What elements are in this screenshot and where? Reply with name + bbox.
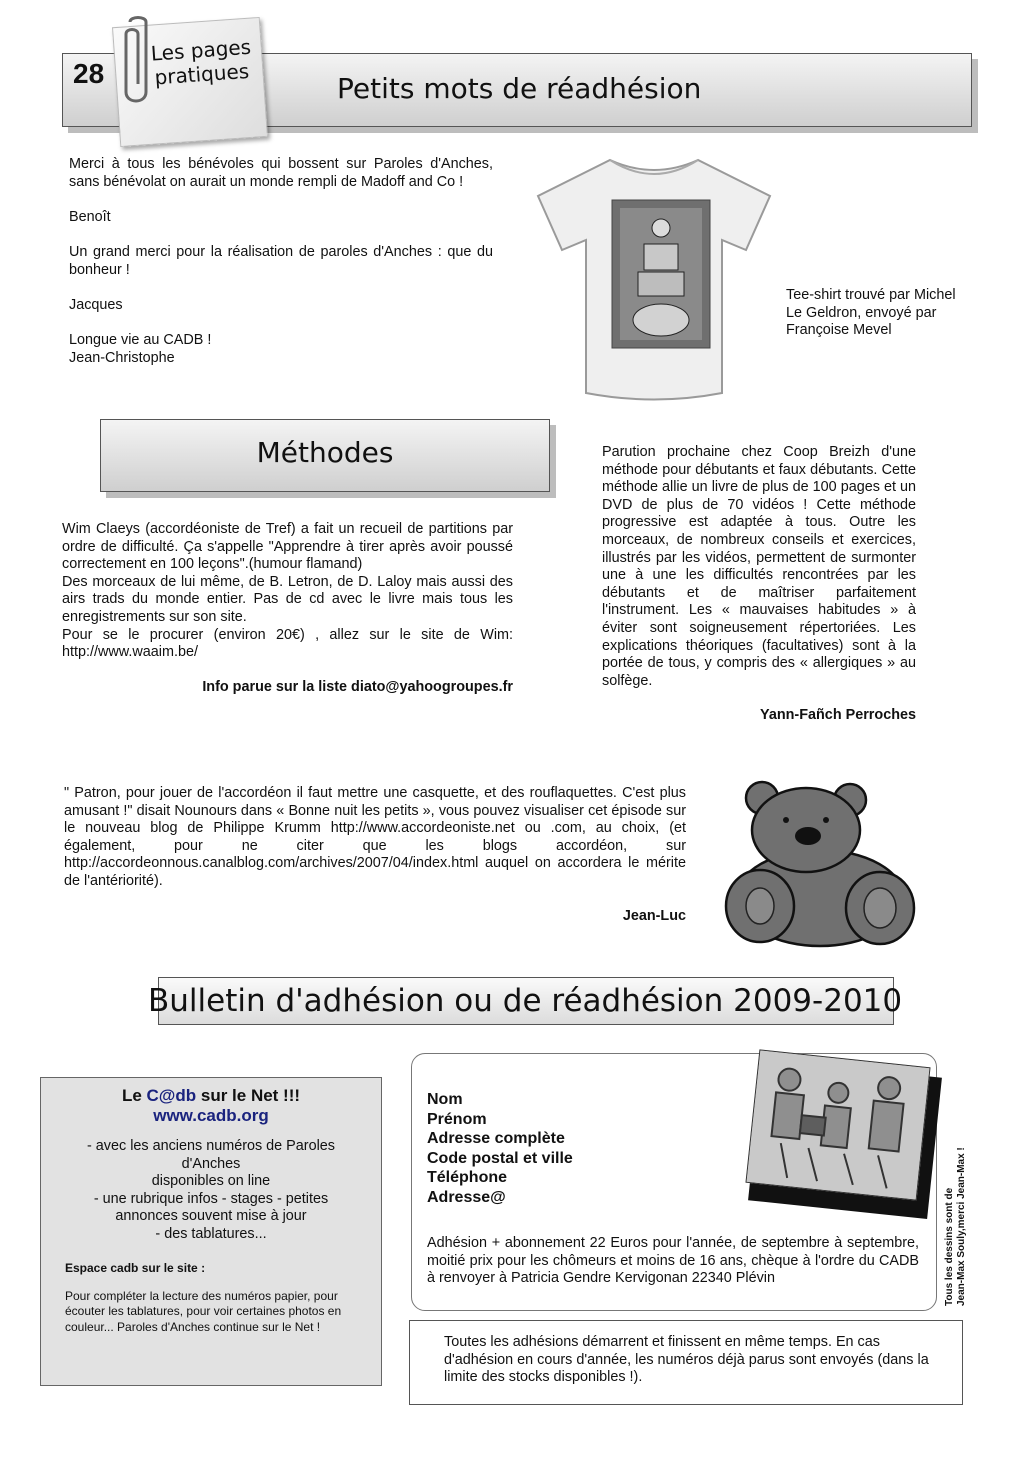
- wim-paragraph-2: Des morceaux de lui même, de B. Letron, de D. Laloy mais aussi des airs trads du monde entier. Pas de cd avec le livre mais tous les enregistrements sur son site.: [62, 573, 513, 625]
- headline-prefix: Le: [121, 1086, 147, 1105]
- form-fee-text: Adhésion + abonnement 22 Euros pour l'année, de septembre à septembre, moitié prix pour les chômeurs et moins de 16 ans, chèque à l'ordre du CADB à renvoyer à Patricia Gendre Kervigonan 22340 Plévin: [427, 1235, 919, 1287]
- field-nom: Nom: [427, 1091, 463, 1108]
- page-number: 28: [73, 58, 105, 89]
- methodes-left-column: [62, 521, 513, 696]
- wim-paragraph-1: Wim Claeys (accordéoniste de Tref) a fait un recueil de partitions par ordre de difficulté. Ça s'appelle "Apprendre à tirer après avoir poussé correctement en 100 leçons".(humour flamand): [62, 521, 513, 573]
- cadb-link[interactable]: C@db: [146, 1086, 197, 1105]
- thanks-p1-signature: Benoît: [69, 208, 111, 225]
- net-box-list: [41, 1138, 381, 1244]
- credit-line-2: Jean-Max Souly,merci Jean-Max !: [956, 1147, 967, 1306]
- thanks-p3-signature: Jean-Christophe: [69, 349, 175, 366]
- field-email: Adresse@: [427, 1188, 506, 1206]
- cadb-net-box: [40, 1077, 382, 1386]
- caption-line-3: Françoise Mevel: [786, 322, 892, 339]
- credit-line-1: Tous les dessins sont de: [944, 1187, 955, 1306]
- espace-title: Espace cadb sur le site :: [65, 1260, 206, 1275]
- teddy-bear-image: [720, 780, 920, 948]
- net-item-3: - des tablatures...: [155, 1225, 267, 1242]
- membership-note-text: Toutes les adhésions démarrent et finissent en même temps. En cas d'adhésion en cours d'année, les numéros déjà parus sont envoyés (dans la limite des stocks disponibles !).: [444, 1334, 929, 1386]
- nounours-author: Jean-Luc: [622, 907, 686, 924]
- field-telephone: Téléphone: [427, 1169, 508, 1186]
- musicians-drawing: [745, 1049, 930, 1200]
- thanks-p3: Longue vie au CADB !: [69, 331, 212, 348]
- net-item-2: - une rubrique infos - stages - petites annonces souvent mise à jour: [93, 1190, 329, 1225]
- paperclip-icon: [118, 14, 158, 104]
- field-prenom: Prénom: [427, 1110, 487, 1128]
- tshirt-image: [532, 148, 777, 403]
- net-item-1b: disponibles on line: [151, 1173, 271, 1190]
- wim-paragraph-3: Pour se le procurer (environ 20€) , allez sur le site de Wim: http://www.waaim.be/: [62, 626, 513, 661]
- thanks-p2: Un grand merci pour la réalisation de paroles d'Anches : que du bonheur !: [69, 243, 493, 278]
- caption-line-1: Tee-shirt trouvé par Michel: [786, 287, 956, 303]
- caption-line-2: Le Geldron, envoyé par: [786, 304, 937, 321]
- cadb-url-link[interactable]: www.cadb.org: [153, 1106, 269, 1125]
- thanks-p1: Merci à tous les bénévoles qui bossent sur Paroles d'Anches, sans bénévolat on aurait un monde rempli de Madoff and Co !: [69, 156, 493, 190]
- drawings-credit-text: [944, 1147, 968, 1306]
- thanks-messages: [69, 156, 493, 367]
- nounours-text-block: [64, 785, 686, 925]
- nounours-paragraph: " Patron, pour jouer de l'accordéon il faut mettre une casquette, et des rouflaquettes. C'est plus amusant !" disait Nounours dans « Bonne nuit les petits », vous pouvez visualiser cet épisode sur le nouveau blog de Philippe Krumm http://www.accordeoniste.net ou .com, au choix, (et également, pour ne citer que les blogs accordéon, sur http://accordeonnous.canalblog.com/archives/2007/04/index.html auquel on accordera le mérite de l'antériorité).: [64, 785, 686, 889]
- methodes-title: Méthodes: [256, 436, 394, 469]
- tab-line-2: pratiques: [153, 58, 250, 90]
- coop-breizh-author: Yann-Fañch Perroches: [760, 707, 916, 724]
- tab-line-1: Les pages: [150, 34, 252, 66]
- wim-source: Info parue sur la liste diato@yahoogroupes.fr: [202, 678, 513, 695]
- coop-breizh-paragraph: Parution prochaine chez Coop Breizh d'une méthode pour débutants et faux débutants. Cette méthode allie un livre de plus de 100 pages et un DVD de plus de 70 vidéos ! Cette méthode progressive est adaptée à tous. Outre les morceaux, de nombreux conseils et exercices, illustrés par les vidéos, permettent de surmonter une à une les difficultés rencontrées par les débutants et de maîtriser parfaitement l'instrument. Les « mauvaises habitudes » à éviter sont soigneusement répertoriées. Les explications théoriques (facultatives) sont à la portée de tous, y compris des « allergiques » au solfège.: [602, 444, 916, 689]
- page-title: Petits mots de réadhésion: [337, 72, 702, 105]
- tshirt-caption: [786, 287, 956, 340]
- thanks-p2-signature: Jacques: [69, 296, 123, 313]
- methodes-right-column: [602, 444, 916, 725]
- headline-suffix: sur le Net !!!: [196, 1086, 301, 1105]
- espace-text: Pour compléter la lecture des numéros papier, pour écouter les tablatures, pour voir certaines photos en couleur... Paroles d'Anches continue sur le Net !: [65, 1288, 342, 1334]
- net-box-headline: [41, 1086, 381, 1106]
- net-item-1: - avec les anciens numéros de Paroles d'Anches: [87, 1138, 335, 1172]
- form-fields: [427, 1090, 573, 1207]
- field-adresse: Adresse complète: [427, 1130, 565, 1147]
- bulletin-title: Bulletin d'adhésion ou de réadhésion 2009-2010: [148, 983, 903, 1019]
- field-code-postal: Code postal et ville: [427, 1149, 573, 1167]
